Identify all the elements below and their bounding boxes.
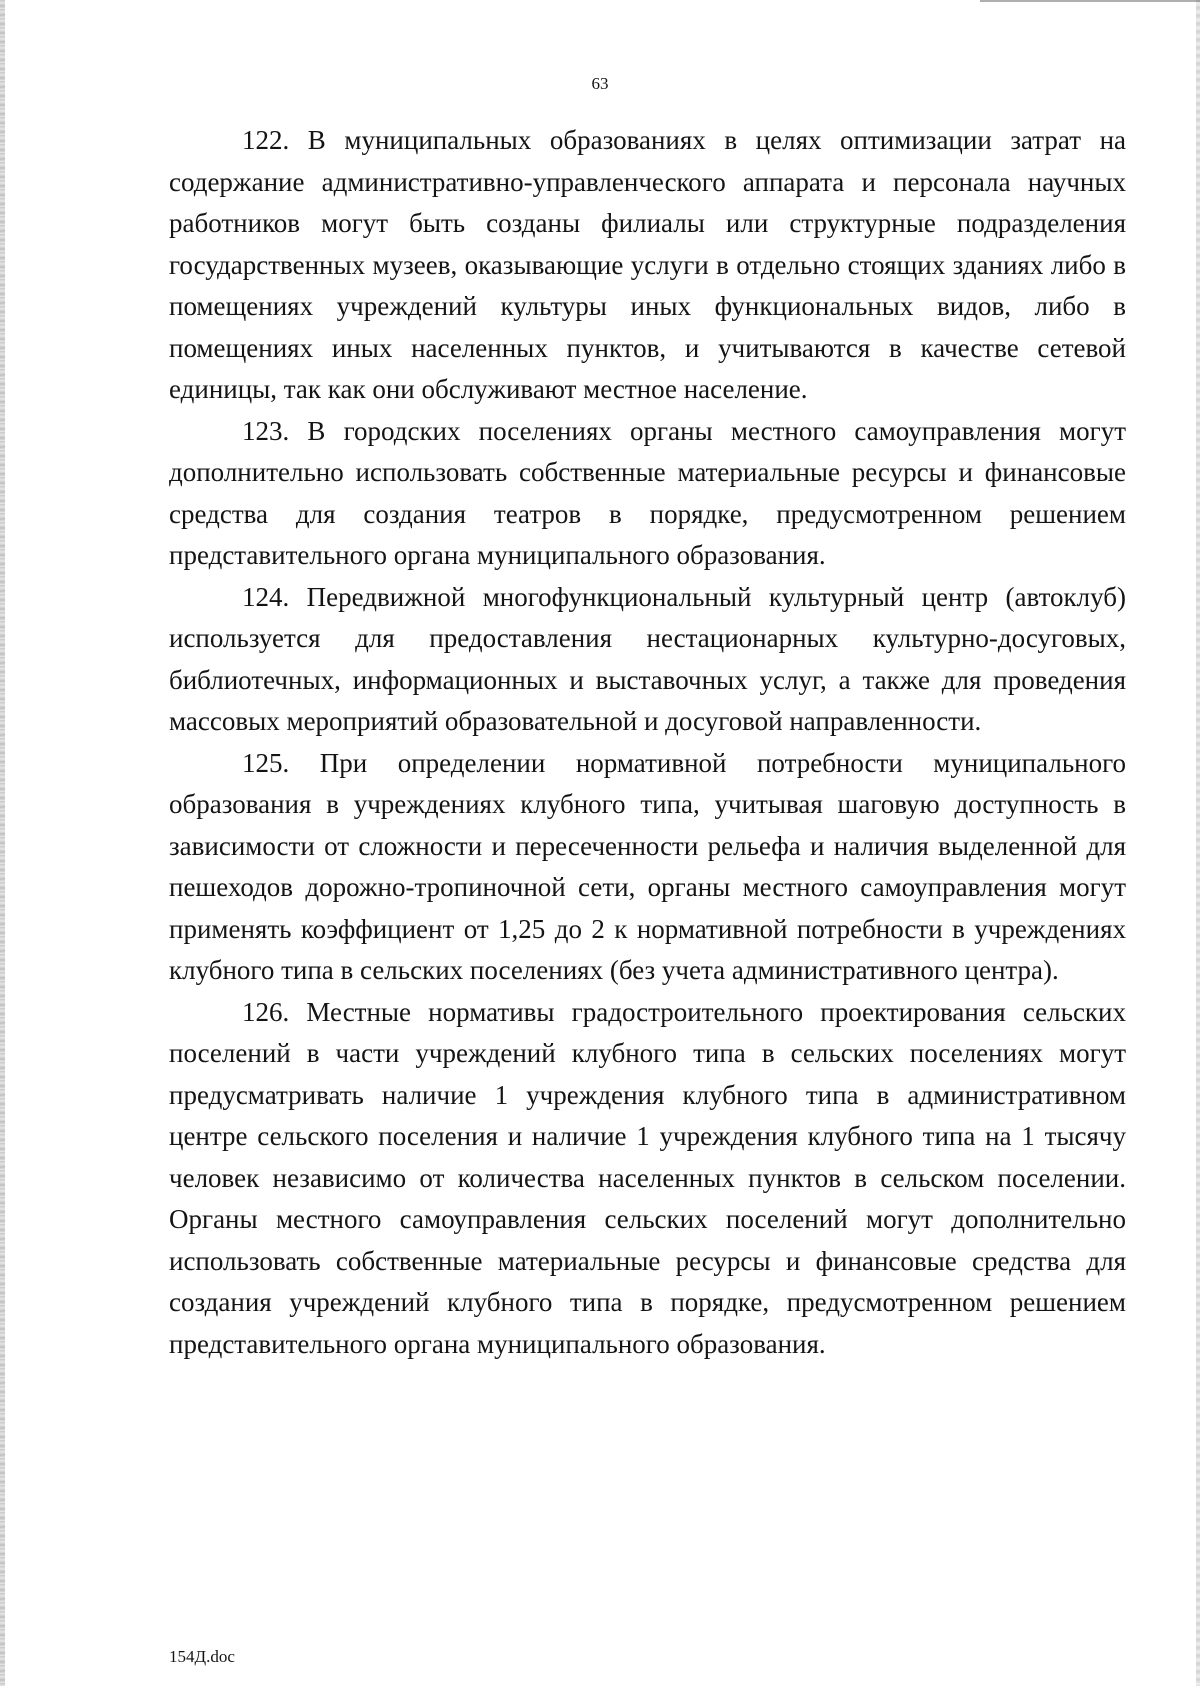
paragraph-122: 122. В муниципальных образованиях в целях оптимизации затрат на содержание административно-управленческого аппарата и персонала научных работников могут быть созданы филиалы или структурные подразделения государственных музеев, оказывающие услуги в отдельно стоящих зданиях либо в помещениях учреждений культуры иных функциональных видов, либо в помещениях иных населенных пунктов, и учитываются в качестве сетевой единицы, так как они обслуживают местное население.: [169, 125, 1126, 404]
scan-edge-top: [980, 0, 1200, 2]
scan-edge-left: [0, 0, 5, 1686]
paragraph-126: 126. Местные нормативы градостроительного проектирования сельских поселений в части учреждений клубного типа в сельских поселениях могут предусматривать наличие 1 учреждения клубного типа в административном центре сельского поселения и наличие 1 учреждения клубного типа на 1 тысячу человек независимо от количества населенных пунктов в сельском поселении. Органы местного самоуправления сельских поселений могут дополнительно использовать собственные материальные ресурсы и финансовые средства для создания учреждений клубного типа в порядке, предусмотренном решением представительного органа муниципального образования.: [169, 996, 1126, 1359]
document-filename-footer: 154Д.doc: [169, 1647, 235, 1666]
paragraph-123: 123. В городских поселениях органы местного самоуправления могут дополнительно использовать собственные материальные ресурсы и финансовые средства для создания театров в порядке, предусмотренном решением представительного органа муниципального образования.: [169, 415, 1126, 570]
scan-edge-right: [1196, 0, 1200, 1686]
page-number: 63: [591, 74, 609, 93]
document-body: [169, 120, 1126, 1365]
paragraph-124: 124. Передвижной многофункциональный культурный центр (автоклуб) используется для предоставления нестационарных культурно-досуговых, библиотечных, информационных и выставочных услуг, а также для проведения массовых мероприятий образовательной и досуговой направленности.: [169, 581, 1126, 736]
paragraph-125: 125. При определении нормативной потребности муниципального образования в учреждениях клубного типа, учитывая шаговую доступность в зависимости от сложности и пересеченности рельефа и наличия выделенной для пешеходов дорожно-тропиночной сети, органы местного самоуправления могут применять коэффициент от 1,25 до 2 к нормативной потребности в учреждениях клубного типа в сельских поселениях (без учета административного центра).: [169, 747, 1126, 985]
